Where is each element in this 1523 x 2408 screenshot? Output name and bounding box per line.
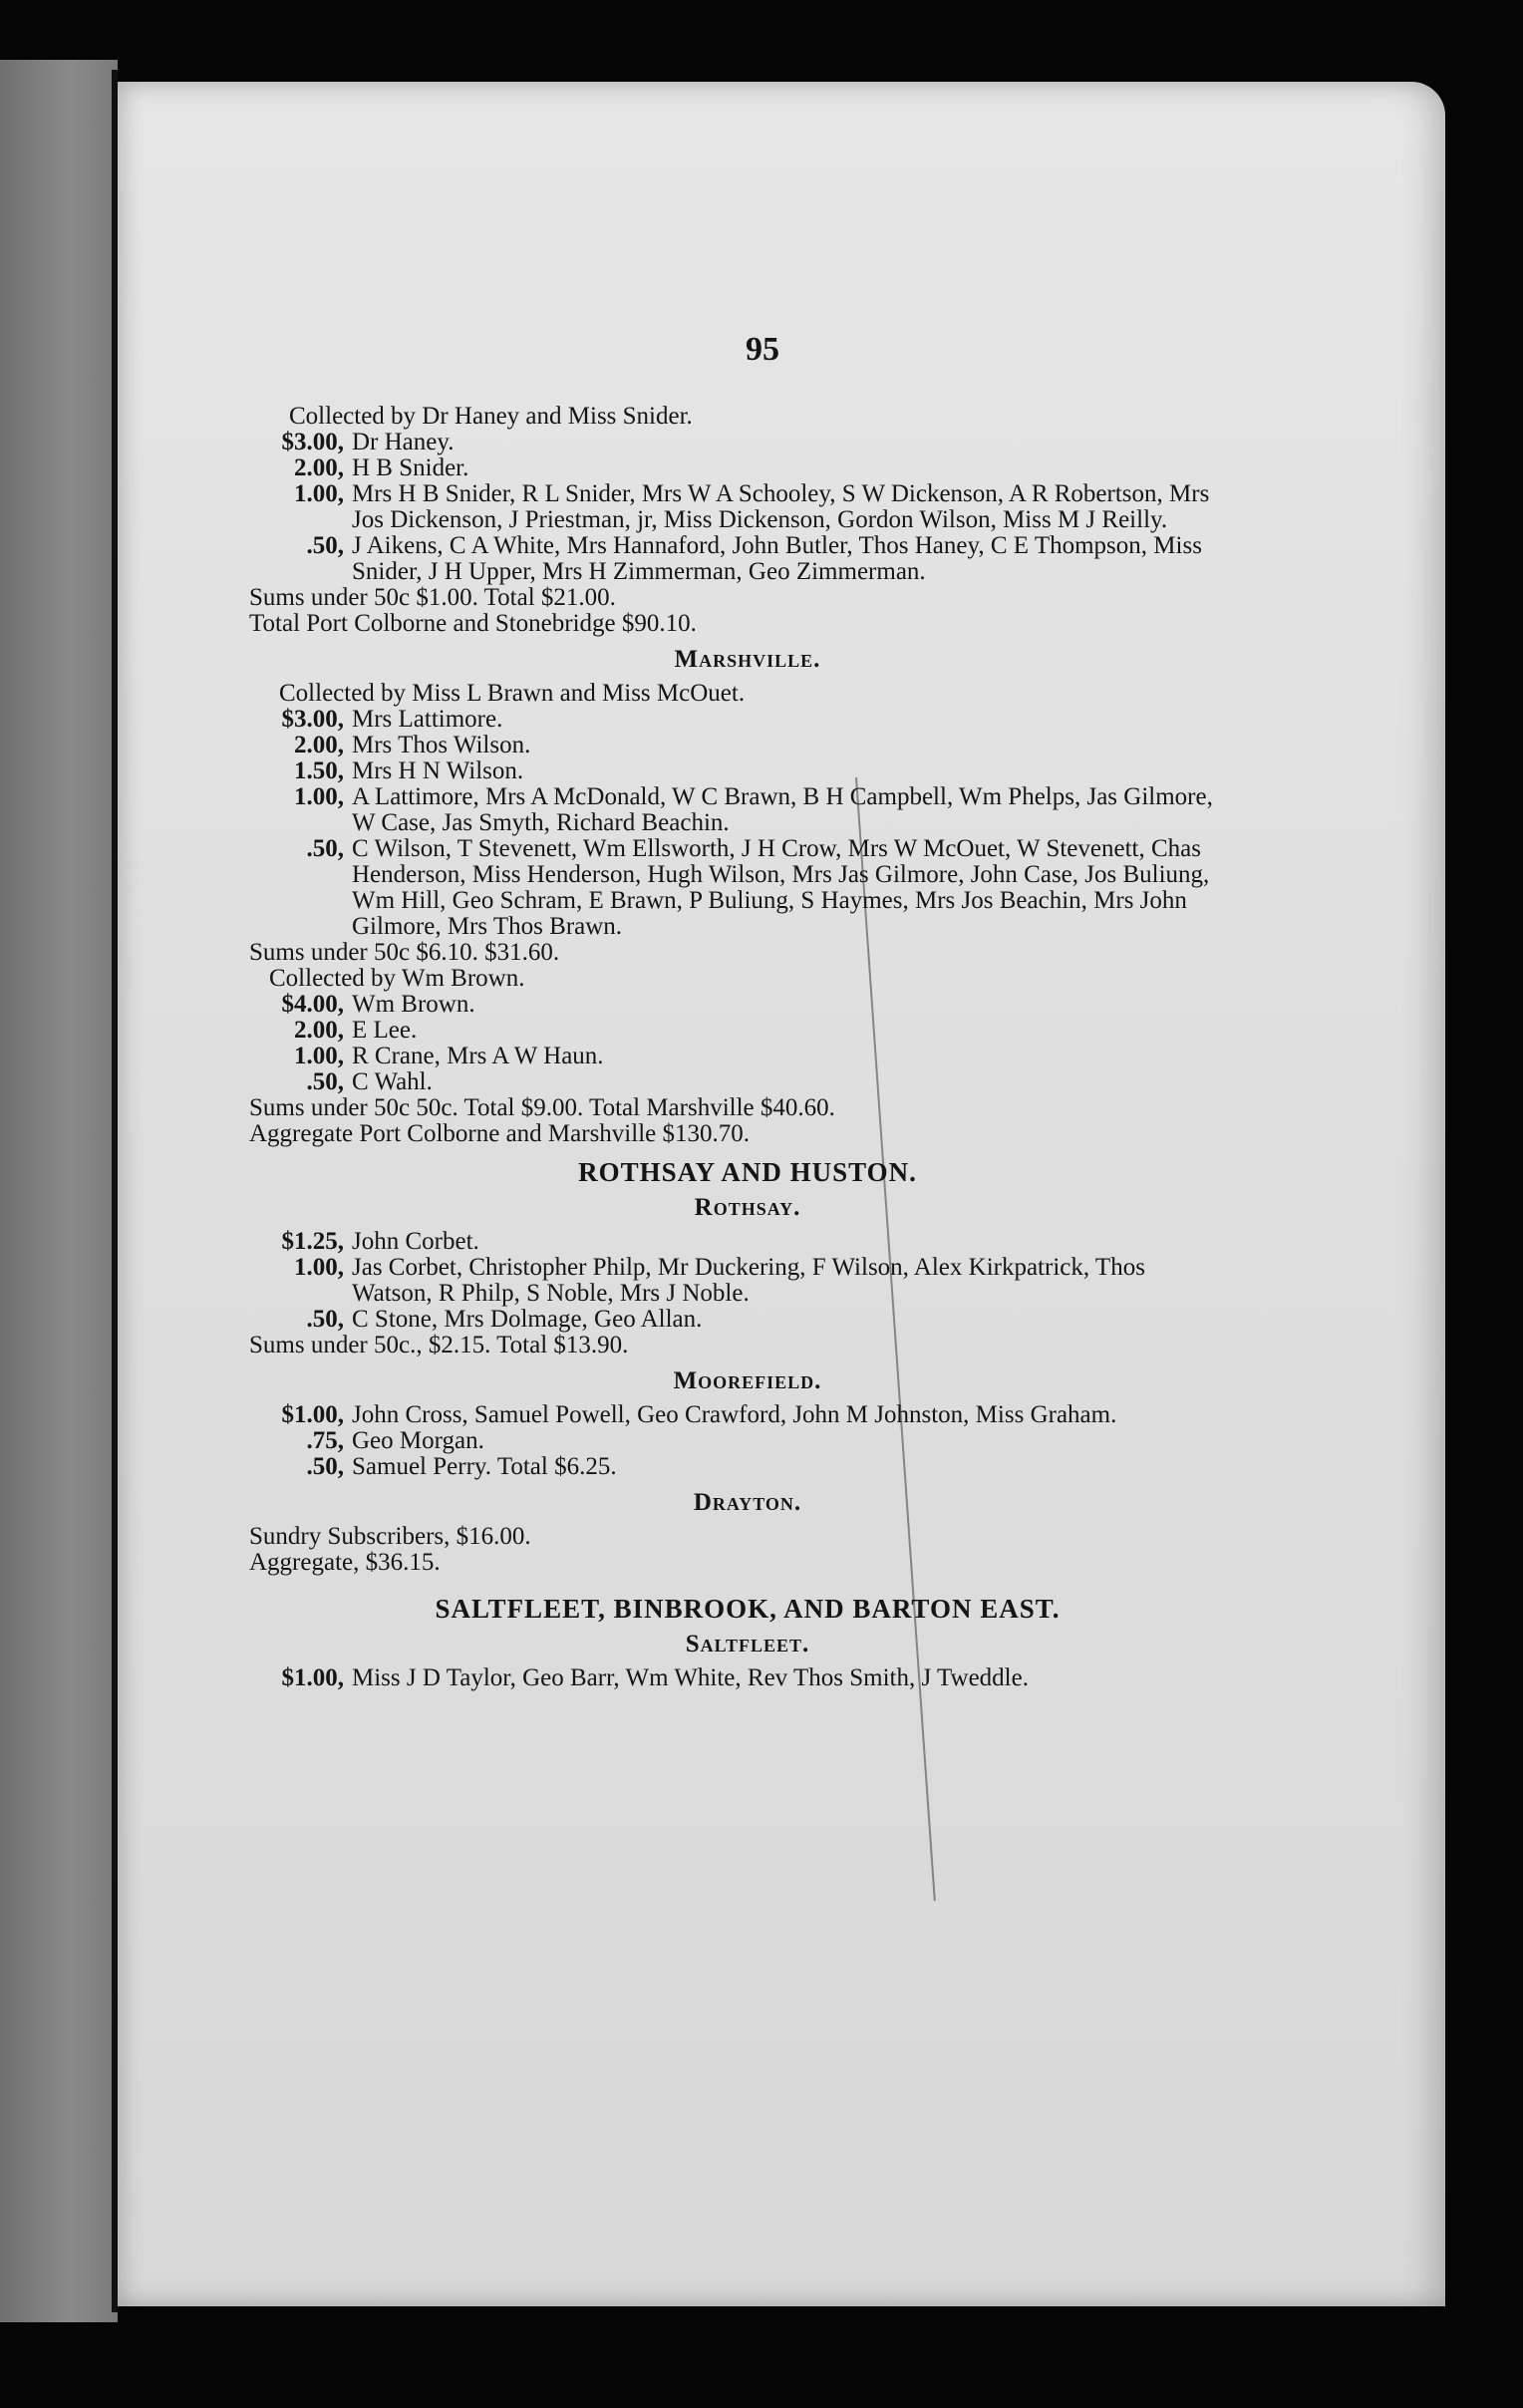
amount: 1.00,	[294, 1254, 344, 1281]
amount: .50,	[306, 835, 344, 862]
names: C Wahl.	[352, 1068, 433, 1095]
aggregate-line: Aggregate, $36.15.	[249, 1549, 441, 1576]
amount: 1.00,	[294, 783, 344, 810]
names: R Crane, Mrs A W Haun.	[352, 1043, 604, 1069]
marshville-section	[249, 647, 1246, 1147]
amount: .50,	[306, 1306, 344, 1333]
section-subheading: Saltfleet.	[685, 1631, 810, 1657]
list-item	[249, 481, 1246, 533]
section-subheading: Marshville.	[674, 646, 821, 673]
section-subheading: Drayton.	[693, 1489, 802, 1516]
list-item	[249, 1044, 1246, 1069]
names: Geo Morgan.	[352, 1427, 484, 1454]
section-heading: ROTHSAY AND HUSTON.	[578, 1157, 917, 1187]
sums-line: Sums under 50c $6.10. $31.60.	[249, 939, 560, 966]
list-item	[249, 1255, 1246, 1307]
list-item	[249, 1402, 1246, 1428]
sums-line: Sums under 50c 50c. Total $9.00. Total Marshville $40.60.	[249, 1094, 835, 1121]
amount: .50,	[306, 1453, 344, 1480]
names: Mrs Lattimore.	[352, 706, 503, 733]
amount: $3.00,	[281, 706, 344, 733]
amount: 1.50,	[294, 757, 344, 784]
port-colborne-section	[249, 404, 1246, 637]
section-subheading: Moorefield.	[673, 1367, 822, 1394]
amount: $1.25,	[281, 1228, 344, 1255]
sums-line: Sums under 50c $1.00. Total $21.00.	[249, 584, 616, 611]
names: Wm Brown.	[352, 991, 475, 1018]
amount: .75,	[306, 1427, 344, 1454]
list-item	[249, 1307, 1246, 1333]
list-item	[249, 1454, 1246, 1480]
list-item	[249, 758, 1246, 784]
list-item	[249, 784, 1246, 836]
sums-line: Sums under 50c., $2.15. Total $13.90.	[249, 1332, 629, 1358]
collector-line: Collected by Dr Haney and Miss Snider.	[289, 403, 693, 430]
amount: $3.00,	[281, 429, 344, 455]
list-item	[249, 992, 1246, 1018]
names: A Lattimore, Mrs A McDonald, W C Brawn, B H Campbell, Wm Phelps, Jas Gilmore, W Case, Jas Smyth, Richard Beachin.	[352, 783, 1213, 836]
names: C Wilson, T Stevenett, Wm Ellsworth, J H Crow, Mrs W McOuet, W Stevenett, Chas Henderson, Miss Henderson, Hugh Wilson, Mrs Jas Gilmore, John Case, Jos Buliung, Wm Hill, Geo Schram, E Brawn, P Buliung, S Haymes, Mrs Jos Beachin, Mrs John Gilmore, Mrs Thos Brawn.	[352, 835, 1210, 940]
section-heading: SALTFLEET, BINBROOK, AND BARTON EAST.	[435, 1594, 1061, 1624]
list-item	[249, 1665, 1246, 1691]
list-item	[249, 1428, 1246, 1454]
names: J Aikens, C A White, Mrs Hannaford, John Butler, Thos Haney, C E Thompson, Miss Snider, J H Upper, Mrs H Zimmerman, Geo Zimmerman.	[352, 532, 1202, 585]
amount: 2.00,	[294, 1017, 344, 1044]
list-item	[249, 1229, 1246, 1255]
list-item	[249, 1069, 1246, 1095]
rothsay-huston-section	[249, 1159, 1246, 1576]
names: Mrs Thos Wilson.	[352, 732, 531, 758]
names: Mrs H B Snider, R L Snider, Mrs W A Schooley, S W Dickenson, A R Robertson, Mrs Jos Dickenson, J Priestman, jr, Miss Dickenson, Gordon Wilson, Miss M J Reilly.	[352, 480, 1210, 533]
amount: $4.00,	[281, 991, 344, 1018]
saltfleet-section	[249, 1596, 1246, 1691]
amount: .50,	[306, 532, 344, 559]
aggregate-line: Aggregate Port Colborne and Marshville $130.70.	[249, 1120, 750, 1147]
names: John Corbet.	[352, 1228, 479, 1255]
amount: .50,	[306, 1068, 344, 1095]
page-content	[249, 404, 1246, 1691]
amount: 2.00,	[294, 454, 344, 481]
amount: $1.00,	[281, 1664, 344, 1691]
amount: 1.00,	[294, 1043, 344, 1069]
sundry-line: Sundry Subscribers, $16.00.	[249, 1523, 531, 1550]
collector-line: Collected by Wm Brown.	[269, 965, 525, 992]
total-line: Total Port Colborne and Stonebridge $90.10.	[249, 610, 697, 637]
names: Mrs H N Wilson.	[352, 757, 524, 784]
facing-page-edge	[0, 60, 118, 2322]
names: C Stone, Mrs Dolmage, Geo Allan.	[352, 1306, 703, 1333]
collector-line: Collected by Miss L Brawn and Miss McOuet.	[279, 680, 746, 707]
amount: 2.00,	[294, 732, 344, 758]
section-subheading: Rothsay.	[694, 1194, 801, 1221]
amount: 1.00,	[294, 480, 344, 507]
names: Samuel Perry. Total $6.25.	[352, 1453, 617, 1480]
names: Jas Corbet, Christopher Philp, Mr Duckering, F Wilson, Alex Kirkpatrick, Thos Watson, R Philp, S Noble, Mrs J Noble.	[352, 1254, 1145, 1307]
names: Dr Haney.	[352, 429, 455, 455]
names: Miss J D Taylor, Geo Barr, Wm White, Rev Thos Smith, J Tweddle.	[352, 1664, 1029, 1691]
list-item	[249, 1018, 1246, 1044]
list-item	[249, 707, 1246, 733]
page-number: 95	[746, 331, 779, 368]
names: H B Snider.	[352, 454, 469, 481]
names: John Cross, Samuel Powell, Geo Crawford, John M Johnston, Miss Graham.	[352, 1401, 1117, 1428]
list-item	[249, 430, 1246, 455]
amount: $1.00,	[281, 1401, 344, 1428]
list-item	[249, 836, 1246, 940]
names: E Lee.	[352, 1017, 418, 1044]
list-item	[249, 455, 1246, 481]
list-item	[249, 533, 1246, 585]
list-item	[249, 733, 1246, 758]
